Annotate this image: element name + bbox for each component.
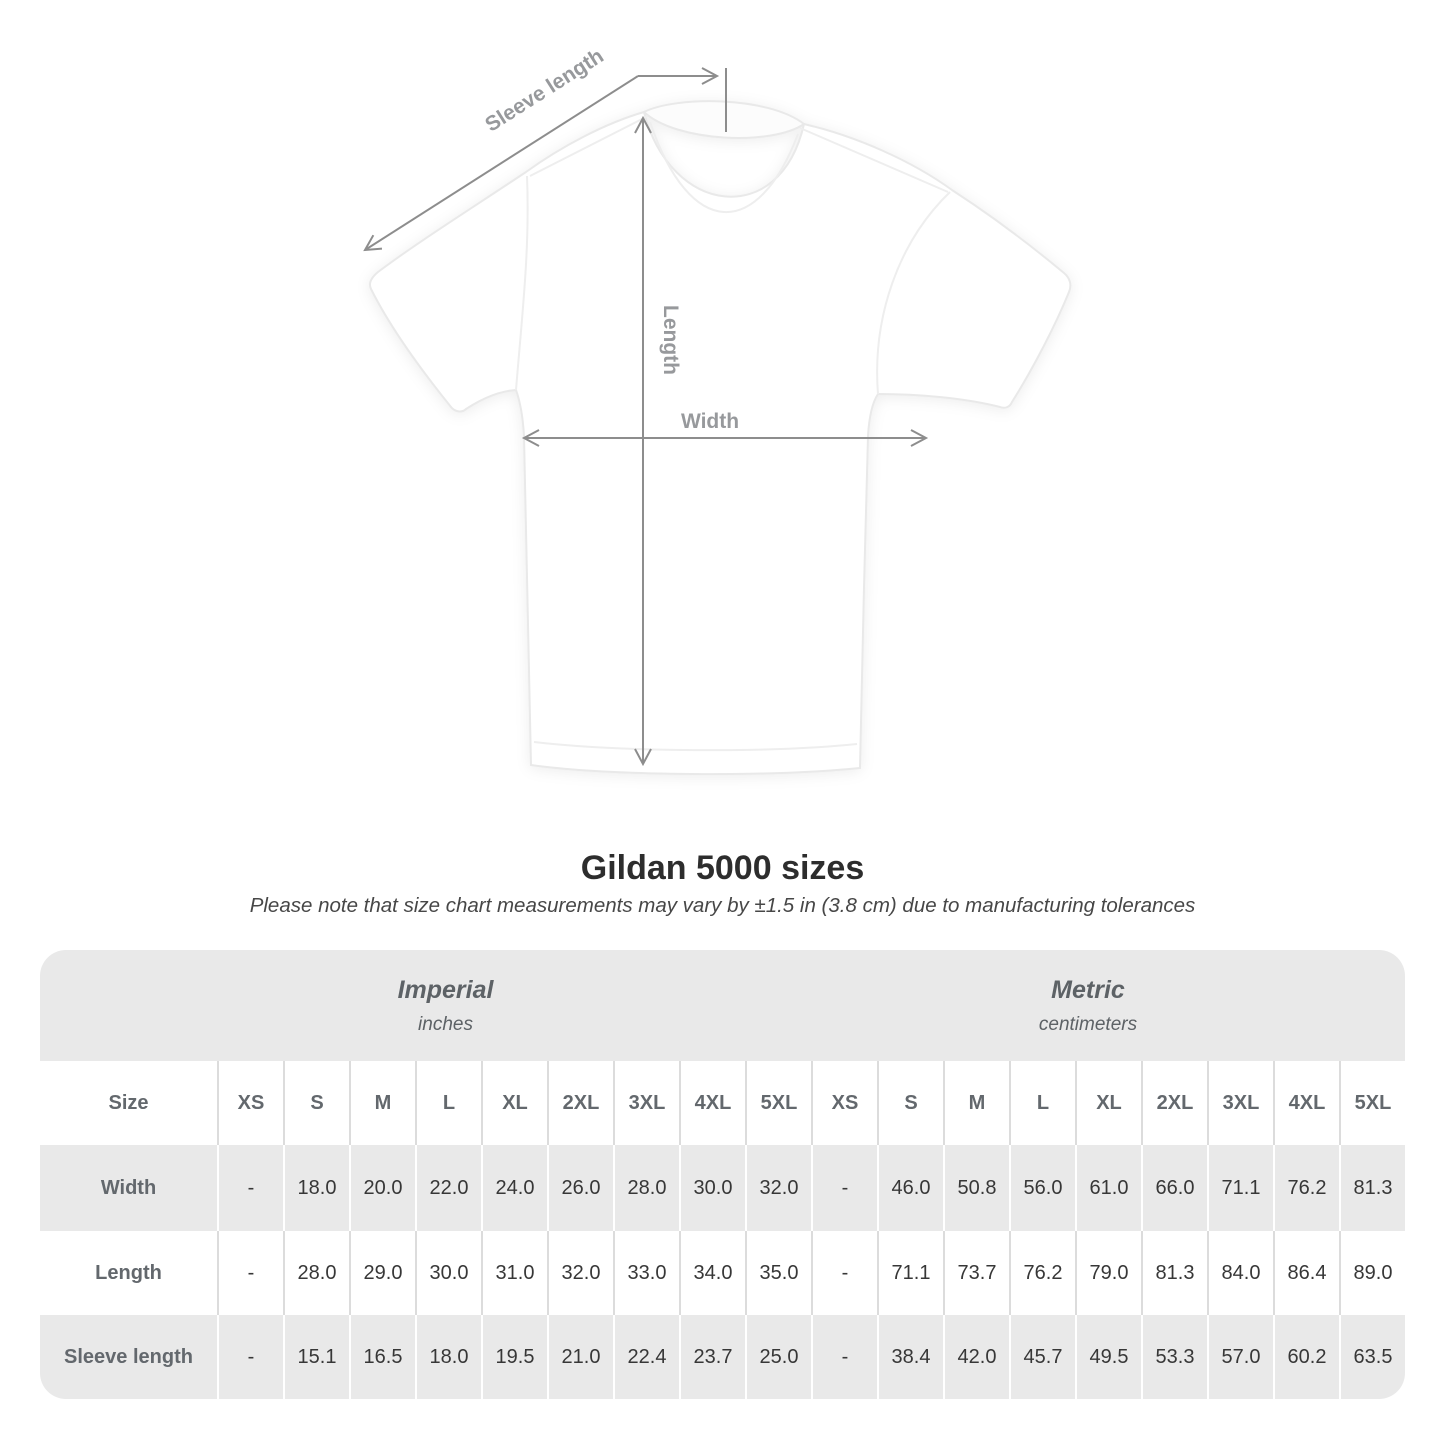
value-cell: 30.0: [415, 1231, 481, 1315]
size-column-header: M: [349, 1061, 415, 1145]
size-column-header: XS: [217, 1061, 283, 1145]
imperial-group-header: [40, 950, 811, 1061]
value-cell: 16.5: [349, 1315, 415, 1399]
value-cell: 50.8: [943, 1145, 1009, 1231]
value-cell: 15.1: [283, 1315, 349, 1399]
row-label: Length: [95, 1261, 162, 1284]
size-column-header: 2XL: [1141, 1061, 1207, 1145]
size-column-header: XL: [1075, 1061, 1141, 1145]
value-cell: 28.0: [283, 1231, 349, 1315]
value-cell: 25.0: [745, 1315, 811, 1399]
size-column-header: 5XL: [745, 1061, 811, 1145]
metric-group-title: Metric: [1051, 975, 1125, 1004]
value-cell: 71.1: [1207, 1145, 1273, 1231]
sleeve-length-label: Sleeve length: [481, 44, 608, 137]
value-cell: 35.0: [745, 1231, 811, 1315]
length-label: Length: [659, 305, 682, 375]
size-column-header: S: [877, 1061, 943, 1145]
value-cell: 32.0: [547, 1231, 613, 1315]
value-cell: 46.0: [877, 1145, 943, 1231]
size-column-header: 5XL: [1339, 1061, 1405, 1145]
value-cell: 31.0: [481, 1231, 547, 1315]
value-cell: 49.5: [1075, 1315, 1141, 1399]
value-cell: 60.2: [1273, 1315, 1339, 1399]
value-cell: 89.0: [1339, 1231, 1405, 1315]
value-cell: 63.5: [1339, 1315, 1405, 1399]
row-label: Sleeve length: [64, 1345, 193, 1368]
size-column-header: 3XL: [613, 1061, 679, 1145]
value-cell: 18.0: [283, 1145, 349, 1231]
value-cell: 66.0: [1141, 1145, 1207, 1231]
size-column-header: 2XL: [547, 1061, 613, 1145]
value-cell: 56.0: [1009, 1145, 1075, 1231]
value-cell: 20.0: [349, 1145, 415, 1231]
value-cell: -: [811, 1145, 877, 1231]
value-cell: 28.0: [613, 1145, 679, 1231]
value-cell: 73.7: [943, 1231, 1009, 1315]
value-cell: 84.0: [1207, 1231, 1273, 1315]
size-column-header: 4XL: [1273, 1061, 1339, 1145]
value-cell: 29.0: [349, 1231, 415, 1315]
size-column-header: M: [943, 1061, 1009, 1145]
value-cell: -: [217, 1315, 283, 1399]
value-cell: 76.2: [1009, 1231, 1075, 1315]
value-cell: -: [811, 1315, 877, 1399]
value-cell: -: [217, 1145, 283, 1231]
value-cell: 26.0: [547, 1145, 613, 1231]
size-column-header: XS: [811, 1061, 877, 1145]
value-cell: 86.4: [1273, 1231, 1339, 1315]
value-cell: 33.0: [613, 1231, 679, 1315]
value-cell: 79.0: [1075, 1231, 1141, 1315]
value-cell: 42.0: [943, 1315, 1009, 1399]
value-cell: 53.3: [1141, 1315, 1207, 1399]
value-cell: 81.3: [1141, 1231, 1207, 1315]
imperial-group-title: Imperial: [397, 975, 494, 1004]
size-column-header: S: [283, 1061, 349, 1145]
width-label: Width: [680, 410, 740, 433]
value-cell: -: [217, 1231, 283, 1315]
imperial-group-unit: inches: [418, 1013, 473, 1035]
size-column-header: L: [415, 1061, 481, 1145]
unit-group-header-row: [40, 950, 1405, 1061]
value-cell: 76.2: [1273, 1145, 1339, 1231]
value-cell: 71.1: [877, 1231, 943, 1315]
value-cell: 38.4: [877, 1315, 943, 1399]
value-cell: 18.0: [415, 1315, 481, 1399]
size-table: [40, 950, 1405, 1399]
value-cell: 45.7: [1009, 1315, 1075, 1399]
value-cell: 21.0: [547, 1315, 613, 1399]
table-row: [40, 1231, 1405, 1315]
size-column-header: 3XL: [1207, 1061, 1273, 1145]
value-cell: 22.4: [613, 1315, 679, 1399]
value-cell: 61.0: [1075, 1145, 1141, 1231]
size-table-grid: [40, 1061, 1405, 1399]
row-label: Width: [100, 1176, 157, 1199]
value-cell: 81.3: [1339, 1145, 1405, 1231]
size-column-header: 4XL: [679, 1061, 745, 1145]
value-cell: -: [811, 1231, 877, 1315]
value-cell: 34.0: [679, 1231, 745, 1315]
table-row: [40, 1145, 1405, 1231]
value-cell: 23.7: [679, 1315, 745, 1399]
value-cell: 57.0: [1207, 1315, 1273, 1399]
size-header-cell: Size: [108, 1091, 149, 1114]
size-column-header: XL: [481, 1061, 547, 1145]
value-cell: 22.0: [415, 1145, 481, 1231]
table-row: [40, 1061, 1405, 1145]
size-column-header: L: [1009, 1061, 1075, 1145]
page-subtitle: Please note that size chart measurements may vary by ±1.5 in (3.8 cm) due to manufacturing tolerances: [249, 894, 1196, 917]
collar-back-band: [644, 101, 804, 138]
page-title: Gildan 5000 sizes: [580, 849, 865, 887]
table-row: [40, 1315, 1405, 1399]
value-cell: 30.0: [679, 1145, 745, 1231]
metric-group-unit: centimeters: [1038, 1013, 1138, 1035]
value-cell: 32.0: [745, 1145, 811, 1231]
value-cell: 24.0: [481, 1145, 547, 1231]
value-cell: 19.5: [481, 1315, 547, 1399]
metric-group-header: [811, 950, 1405, 1061]
